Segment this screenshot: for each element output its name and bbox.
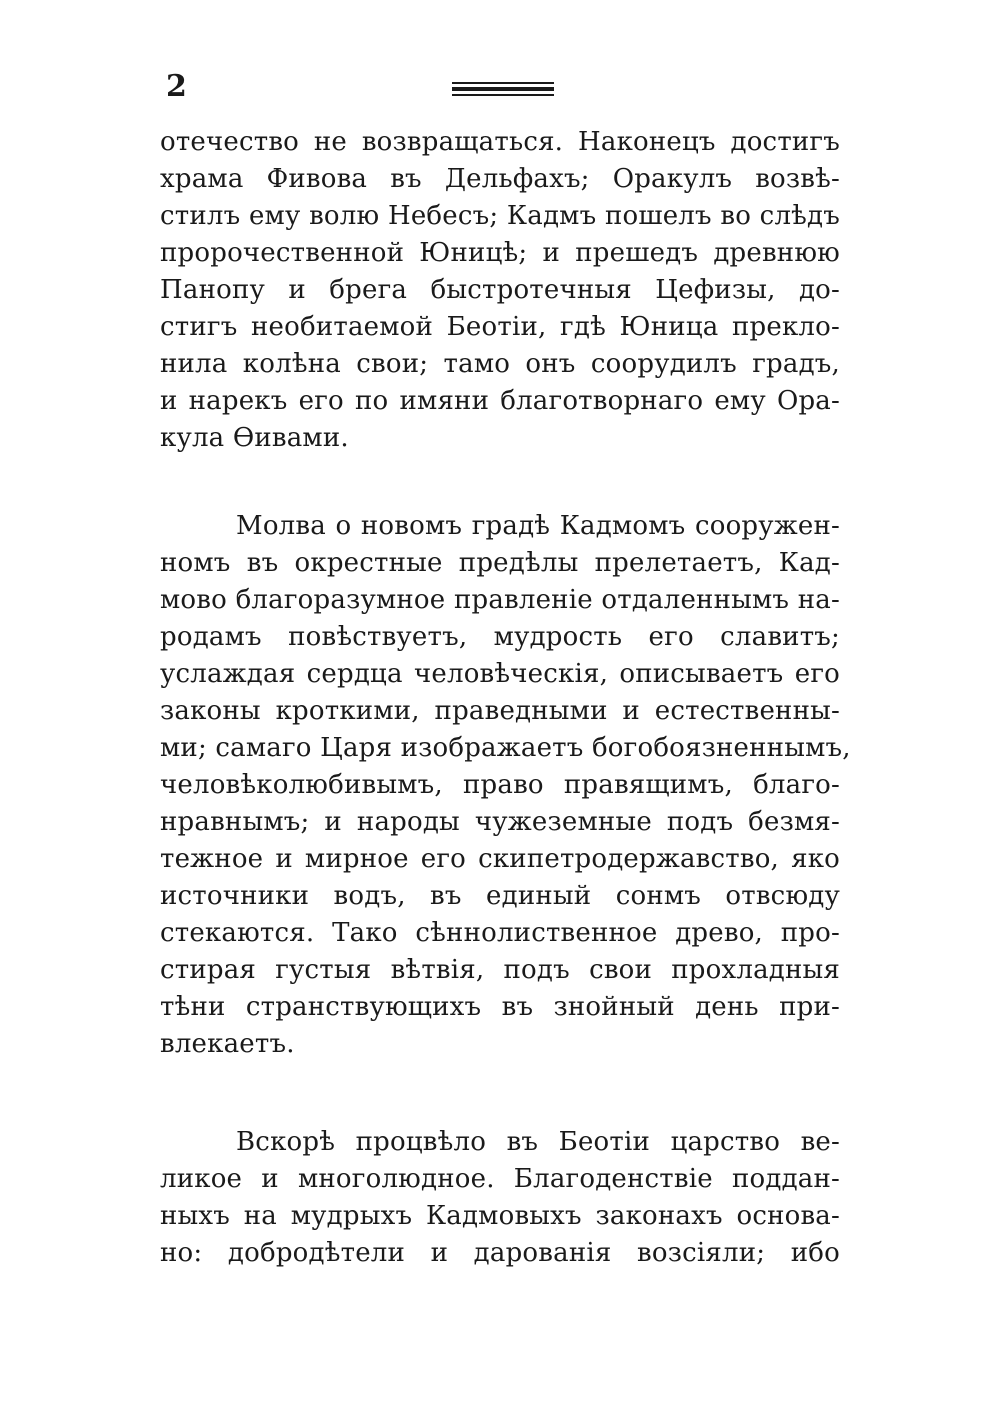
text-line: Вскорѣ процвѣло въ Беотiи царство ве- bbox=[236, 1127, 840, 1157]
text-line: ныхъ на мудрыхъ Кадмовыхъ законахъ основа- bbox=[160, 1201, 840, 1231]
text-line: стирая густыя вѣтвiя, подъ свои прохладныя bbox=[160, 955, 840, 985]
text-line: храма Фивова въ Дельфахъ; Оракулъ возвѣ- bbox=[160, 164, 840, 194]
text-line: номъ въ окрестные предѣлы прелетаетъ, Кад- bbox=[160, 548, 840, 578]
header-rule-line bbox=[452, 82, 554, 84]
text-line: мово благоразумное правленiе отдаленнымъ на- bbox=[160, 585, 840, 615]
paragraph-1 bbox=[160, 124, 840, 457]
text-line: стекаются. Тако сѣннолиственное древо, про- bbox=[160, 918, 840, 948]
text-line: нила колѣна свои; тамо онъ соорудилъ градъ, bbox=[160, 349, 840, 379]
page-number: 2 bbox=[166, 69, 187, 104]
header-rule-line bbox=[452, 94, 554, 96]
text-line: источники водъ, въ единый сонмъ отвсюду bbox=[160, 881, 840, 911]
text-line: тежное и мирное его скипетродержавство, яко bbox=[160, 844, 840, 874]
text-line: кула Өивами. bbox=[160, 423, 349, 453]
paragraph-3 bbox=[160, 1124, 840, 1272]
text-line: законы кроткими, праведными и естественны- bbox=[160, 696, 840, 726]
text-line: тѣни странствующихъ въ знойный день при- bbox=[160, 992, 840, 1022]
text-line: стилъ ему волю Небесъ; Кадмъ пошелъ во слѣдъ bbox=[160, 201, 840, 231]
text-line: отечество не возвращаться. Наконецъ достигъ bbox=[160, 127, 840, 157]
header-rule-ornament bbox=[452, 82, 554, 96]
text-line: родамъ повѣствуетъ, мудрость его славитъ; bbox=[160, 622, 840, 652]
text-line: Панопу и брега быстротечныя Цефизы, до- bbox=[160, 275, 840, 305]
text-line: ликое и многолюдное. Благоденствiе поддан- bbox=[160, 1164, 840, 1194]
text-line: нравнымъ; и народы чужеземные подъ безмя- bbox=[160, 807, 840, 837]
text-line: человѣколюбивымъ, право правящимъ, благо- bbox=[160, 770, 840, 800]
text-line: и нарекъ его по имяни благотворнаго ему Ора- bbox=[160, 386, 840, 416]
text-line: но: добродѣтели и дарованiя возсiяли; ибо bbox=[160, 1238, 840, 1268]
text-line: Молва о новомъ градѣ Кадмомъ сооружен- bbox=[236, 511, 840, 541]
paragraph-2 bbox=[160, 508, 851, 1063]
text-line: стигъ необитаемой Беотiи, гдѣ Юница прекло- bbox=[160, 312, 840, 342]
text-line: ми; самаго Царя изображаетъ богобоязненнымъ, bbox=[160, 733, 851, 763]
text-line: влекаетъ. bbox=[160, 1029, 295, 1059]
text-line: услаждая сердца человѣческiя, описываетъ его bbox=[160, 659, 840, 689]
header-rule-line bbox=[452, 87, 554, 91]
text-line: пророчественной Юницѣ; и прешедъ древнюю bbox=[160, 238, 840, 268]
